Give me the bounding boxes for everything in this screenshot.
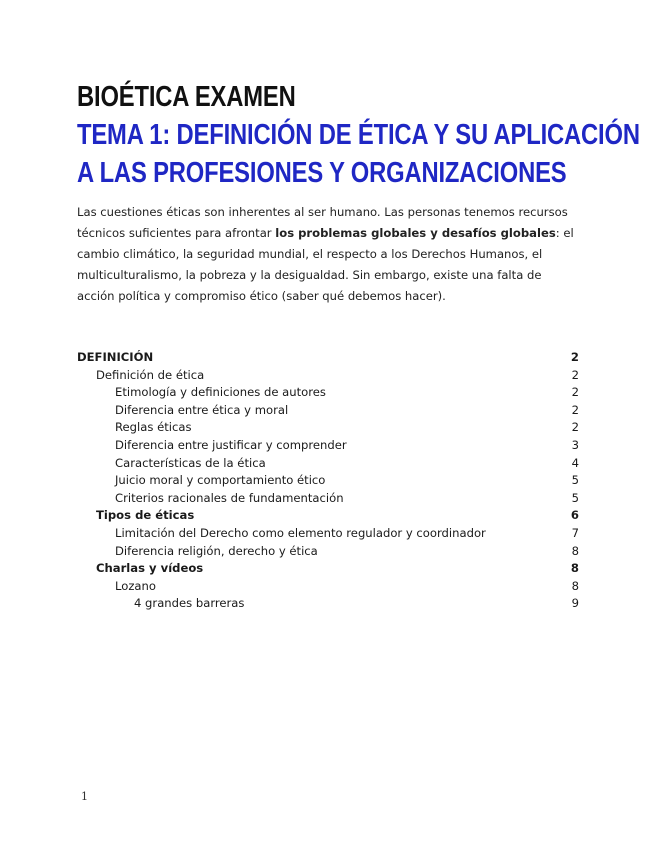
toc-entry[interactable] bbox=[77, 578, 579, 596]
toc-entry-page: 4 bbox=[571, 455, 579, 470]
toc-entry-page: 2 bbox=[571, 420, 579, 435]
toc-entry[interactable] bbox=[77, 367, 579, 385]
toc-entry[interactable] bbox=[77, 349, 579, 367]
intro-paragraph bbox=[77, 202, 579, 307]
toc-entry[interactable] bbox=[77, 543, 579, 561]
toc-entry[interactable] bbox=[77, 595, 579, 613]
toc-entry[interactable] bbox=[77, 384, 579, 402]
toc-entry-page: 9 bbox=[571, 596, 579, 611]
toc-entry-page: 6 bbox=[570, 508, 579, 523]
toc-entry-title: Características de la ética bbox=[115, 455, 266, 470]
toc-entry-page: 2 bbox=[571, 385, 579, 400]
toc-entry[interactable] bbox=[77, 402, 579, 420]
page-number: 1 bbox=[81, 790, 88, 803]
toc-entry-page: 8 bbox=[570, 561, 579, 576]
toc-entry[interactable] bbox=[77, 472, 579, 490]
table-of-contents bbox=[77, 349, 579, 613]
toc-entry[interactable] bbox=[77, 455, 579, 473]
document-title: BIOÉTICA EXAMEN bbox=[77, 81, 296, 113]
toc-entry-page: 7 bbox=[571, 525, 579, 540]
toc-entry-title: Diferencia entre justificar y comprender bbox=[115, 437, 347, 452]
toc-entry[interactable] bbox=[77, 560, 579, 578]
toc-entry-title: Reglas éticas bbox=[115, 420, 192, 435]
toc-entry[interactable] bbox=[77, 419, 579, 437]
toc-entry-title: DEFINICIÓN bbox=[77, 350, 154, 364]
document-subtitle-line1: TEMA 1: DEFINICIÓN DE ÉTICA Y SU APLICACIÓN bbox=[77, 119, 640, 151]
toc-entry-page: 5 bbox=[571, 490, 579, 505]
toc-entry-title: 4 grandes barreras bbox=[134, 596, 245, 611]
toc-entry-title: Charlas y vídeos bbox=[96, 561, 204, 576]
toc-entry-page: 2 bbox=[571, 367, 579, 382]
document-subtitle-line2: A LAS PROFESIONES Y ORGANIZACIONES bbox=[77, 157, 567, 189]
toc-entry-title: Etimología y definiciones de autores bbox=[115, 385, 326, 400]
toc-entry-title: Definición de ética bbox=[96, 367, 205, 382]
intro-text-part1: Las cuestiones éticas son inherentes al ser humano. Las personas tenemos recursos técnicos suficientes para afrontar bbox=[77, 205, 568, 240]
toc-entry-page: 2 bbox=[571, 402, 579, 417]
document-page bbox=[77, 78, 640, 613]
toc-entry[interactable] bbox=[77, 490, 579, 508]
toc-entry-title: Lozano bbox=[115, 578, 156, 593]
toc-entry-title: Juicio moral y comportamiento ético bbox=[115, 473, 326, 488]
intro-text-part2: : el cambio climático, la seguridad mundial, el respecto a los Derechos Humanos, el multiculturalismo, la pobreza y la desigualdad. Sin embargo, existe una falta de acción política y compromiso ético (saber qué debemos hacer). bbox=[77, 226, 574, 303]
toc-entry-title: Limitación del Derecho como elemento regulador y coordinador bbox=[115, 525, 486, 540]
toc-entry-title: Diferencia entre ética y moral bbox=[115, 402, 289, 417]
toc-entry[interactable] bbox=[77, 437, 579, 455]
toc-entry[interactable] bbox=[77, 525, 579, 543]
toc-entry-page: 2 bbox=[570, 350, 579, 364]
toc-entry[interactable] bbox=[77, 507, 579, 525]
toc-entry-page: 8 bbox=[571, 543, 579, 558]
toc-entry-title: Diferencia religión, derecho y ética bbox=[115, 543, 318, 558]
intro-text-bold: los problemas globales y desafíos globales bbox=[275, 226, 556, 240]
toc-entry-page: 5 bbox=[571, 473, 579, 488]
toc-entry-title: Criterios racionales de fundamentación bbox=[115, 490, 344, 505]
toc-entry-title: Tipos de éticas bbox=[96, 508, 195, 523]
toc-entry-page: 8 bbox=[571, 578, 579, 593]
toc-entry-page: 3 bbox=[571, 437, 579, 452]
